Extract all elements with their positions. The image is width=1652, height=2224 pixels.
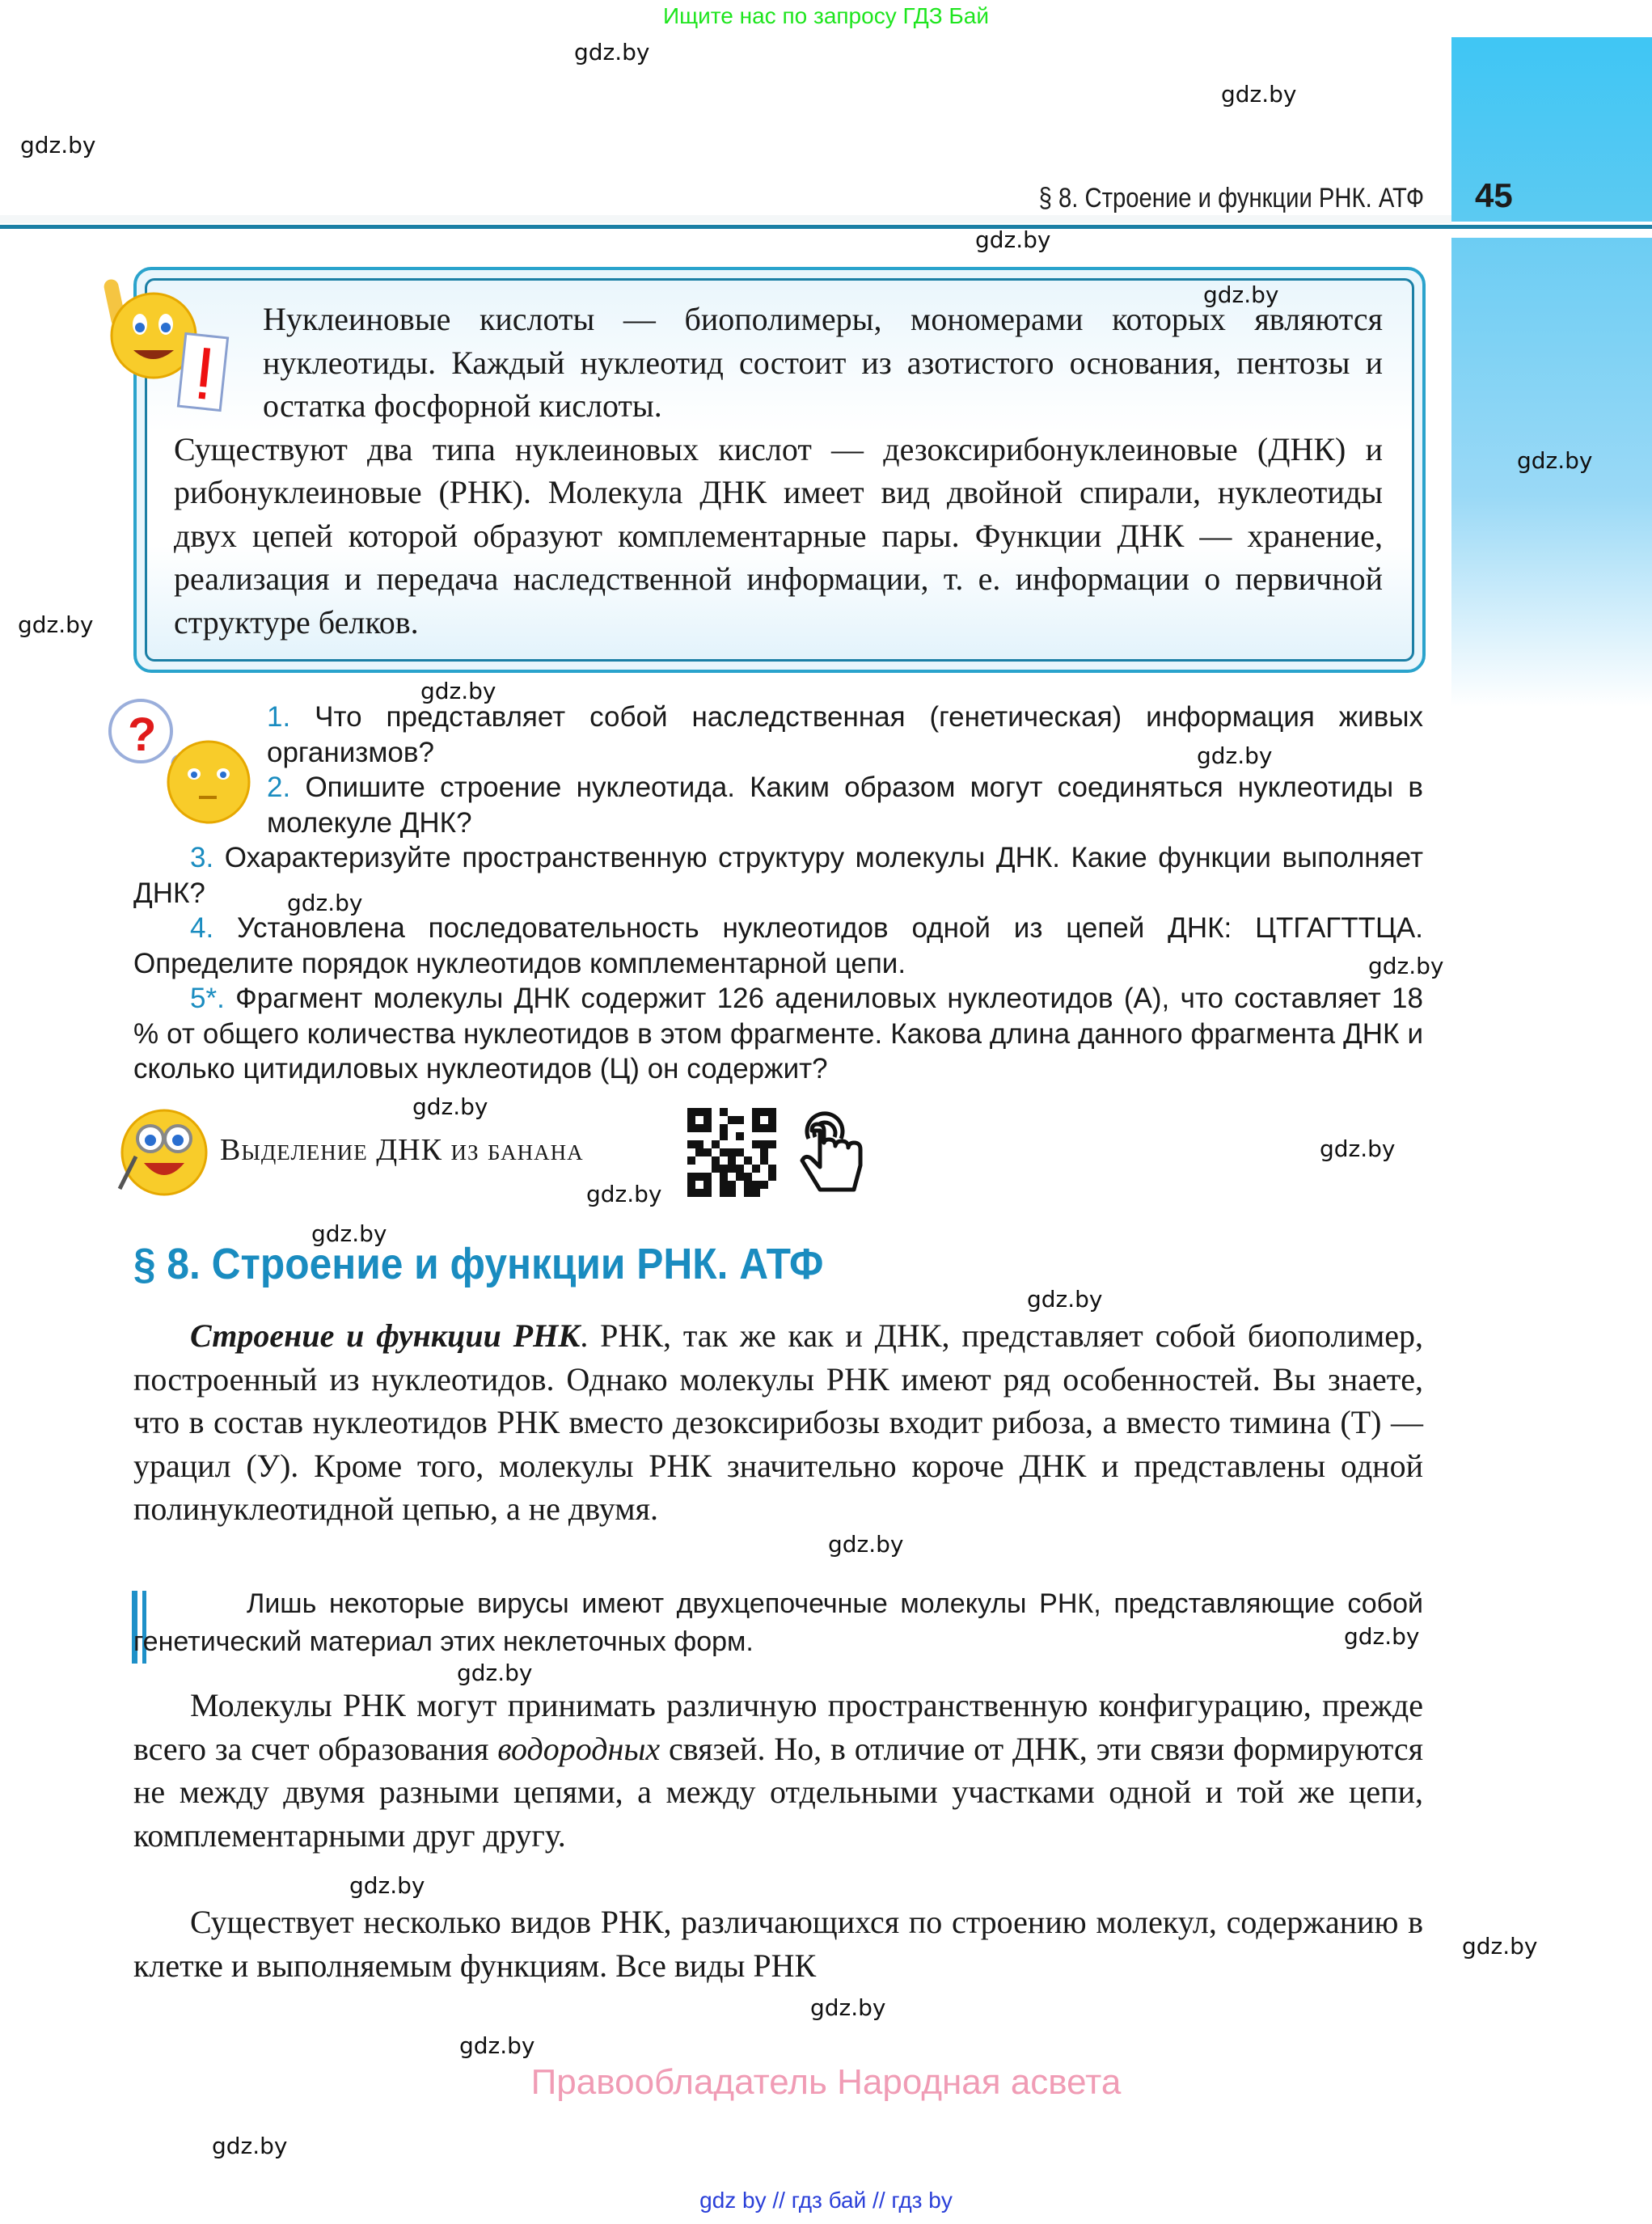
section-title: § 8. Строение и функции РНК. АТФ (133, 1240, 824, 1288)
watermark: gdz.by (1027, 1286, 1103, 1313)
watermark: gdz.by (20, 132, 96, 159)
summary-intro: Нуклеиновые кислоты — биополимеры, мономерами которых являются нуклеотиды. Каждый нуклеотид состоит из азотистого основания, пентозы и остатка фосфорной кислоты. (263, 301, 1383, 424)
mascot-magnifier-icon (104, 1100, 217, 1205)
watermark: gdz.by (1320, 1135, 1396, 1162)
question-item: 1. Что представляет собой наследственная (генетическая) информация живых организмов? (267, 701, 1423, 768)
watermark: gdz.by (457, 1660, 533, 1686)
hand-tap-icon[interactable] (794, 1106, 867, 1199)
watermark: gdz.by (1517, 447, 1593, 474)
question-item: 4. Установлена последовательность нуклеотидов одной из цепей ДНК: ЦТГАГТТЦА. Определите порядок нуклеотидов комплементарной цепи. (133, 912, 1423, 979)
watermark: gdz.by (1197, 742, 1273, 769)
watermark: gdz.by (810, 1994, 886, 2021)
watermark: gdz.by (1344, 1623, 1420, 1650)
copyright-notice: Правообладатель Народная асвета (530, 2062, 1122, 2102)
watermark: gdz.by (1221, 81, 1297, 108)
watermark: gdz.by (311, 1220, 387, 1247)
watermark: gdz.by (412, 1093, 488, 1120)
watermark: gdz.by (459, 2032, 535, 2059)
running-header: § 8. Строение и функции РНК. АТФ (1038, 183, 1424, 214)
paragraph-rna-configuration: Молекулы РНК могут принимать различную пространственную конфигурацию, прежде всего за счет образования водородных связей. Но, в отличие от ДНК, эти связи формируются не между двумя разными цепями, а между отдельными участками одной и той же цепи, комплементарными друг другу. (133, 1687, 1423, 1854)
watermark: gdz.by (586, 1181, 662, 1207)
watermark: gdz.by (420, 678, 496, 704)
paragraph-rna-structure: Строение и функции РНК. РНК, так же как и ДНК, представляет собой биополимер, построенный из нуклеотидов. Однако молекулы РНК имеют ряд особенностей. Вы знаете, что в состав нуклеотидов РНК вместо дезоксирибозы входит рибоза, а вместо тимина (Т) — урацил (У). Кроме того, молекулы РНК значительно короче ДНК и представлены одной полинуклеотидной цепью, а не двумя. (133, 1317, 1424, 1527)
top-banner: Ищите нас по запросу ГДЗ Бай (662, 3, 990, 28)
qr-code-icon[interactable] (687, 1108, 776, 1197)
watermark: gdz.by (212, 2133, 288, 2159)
paragraph-lead: Строение и функции РНК (190, 1317, 581, 1354)
watermark: gdz.by (349, 1872, 425, 1899)
footer-links[interactable]: gdz by // гдз бай // гдз by (699, 2188, 953, 2213)
mascot-exclamation-icon (101, 279, 263, 416)
summary-box (133, 267, 1426, 673)
paragraph-rna-types: Существует несколько видов РНК, различающихся по строению молекул, содержанию в клетке и выполняемым функциям. Все виды РНК (133, 1904, 1423, 1984)
question-item: 2. Опишите строение нуклеотида. Каким образом могут соединяться нуклеотиды в молекуле ДНК? (267, 772, 1423, 839)
summary-main: Существуют два типа нуклеиновых кислот — дезоксирибонуклеиновые (ДНК) и рибонуклеиновые (РНК). Молекула ДНК имеет вид двойной спирали, нуклеотиды двух цепей которой образуют комплементарные пары. Функции ДНК — хранение, реализация и передача наследственной информации, т. е. информации о первичной структуре белков. (174, 430, 1383, 641)
note-text: Лишь некоторые вирусы имеют двухцепочечные молекулы РНК, представляющие собой генетический материал этих неклеточных форм. (133, 1588, 1423, 1657)
svg-text:?: ? (128, 708, 157, 761)
watermark: gdz.by (287, 890, 363, 916)
watermark: gdz.by (18, 611, 94, 638)
question-item: 5*. Фрагмент молекулы ДНК содержит 126 адениловых нуклеотидов (А), что составляет 18 % от общего количества нуклеотидов в этом фрагменте. Какова длина данного фрагмента ДНК и сколько цитидиловых нуклеотидов (Ц) он содержит? (133, 983, 1423, 1085)
emphasis-hydrogen: водородных (497, 1730, 661, 1767)
watermark: gdz.by (828, 1531, 904, 1558)
header-rule (0, 225, 1652, 229)
watermark: gdz.by (1368, 953, 1444, 979)
watermark: gdz.by (574, 39, 650, 66)
page-number: 45 (1475, 176, 1513, 214)
question-item: 3. Охарактеризуйте пространственную структуру молекулы ДНК. Какие функции выполняет ДНК? (133, 842, 1423, 909)
watermark: gdz.by (1203, 281, 1279, 308)
experiment-row (97, 1100, 906, 1205)
summary-text (174, 298, 1383, 644)
watermark: gdz.by (975, 226, 1051, 253)
experiment-link[interactable]: Выделение ДНК из банана (220, 1133, 584, 1167)
watermark: gdz.by (1462, 1933, 1538, 1960)
header-shadow (0, 215, 1451, 223)
